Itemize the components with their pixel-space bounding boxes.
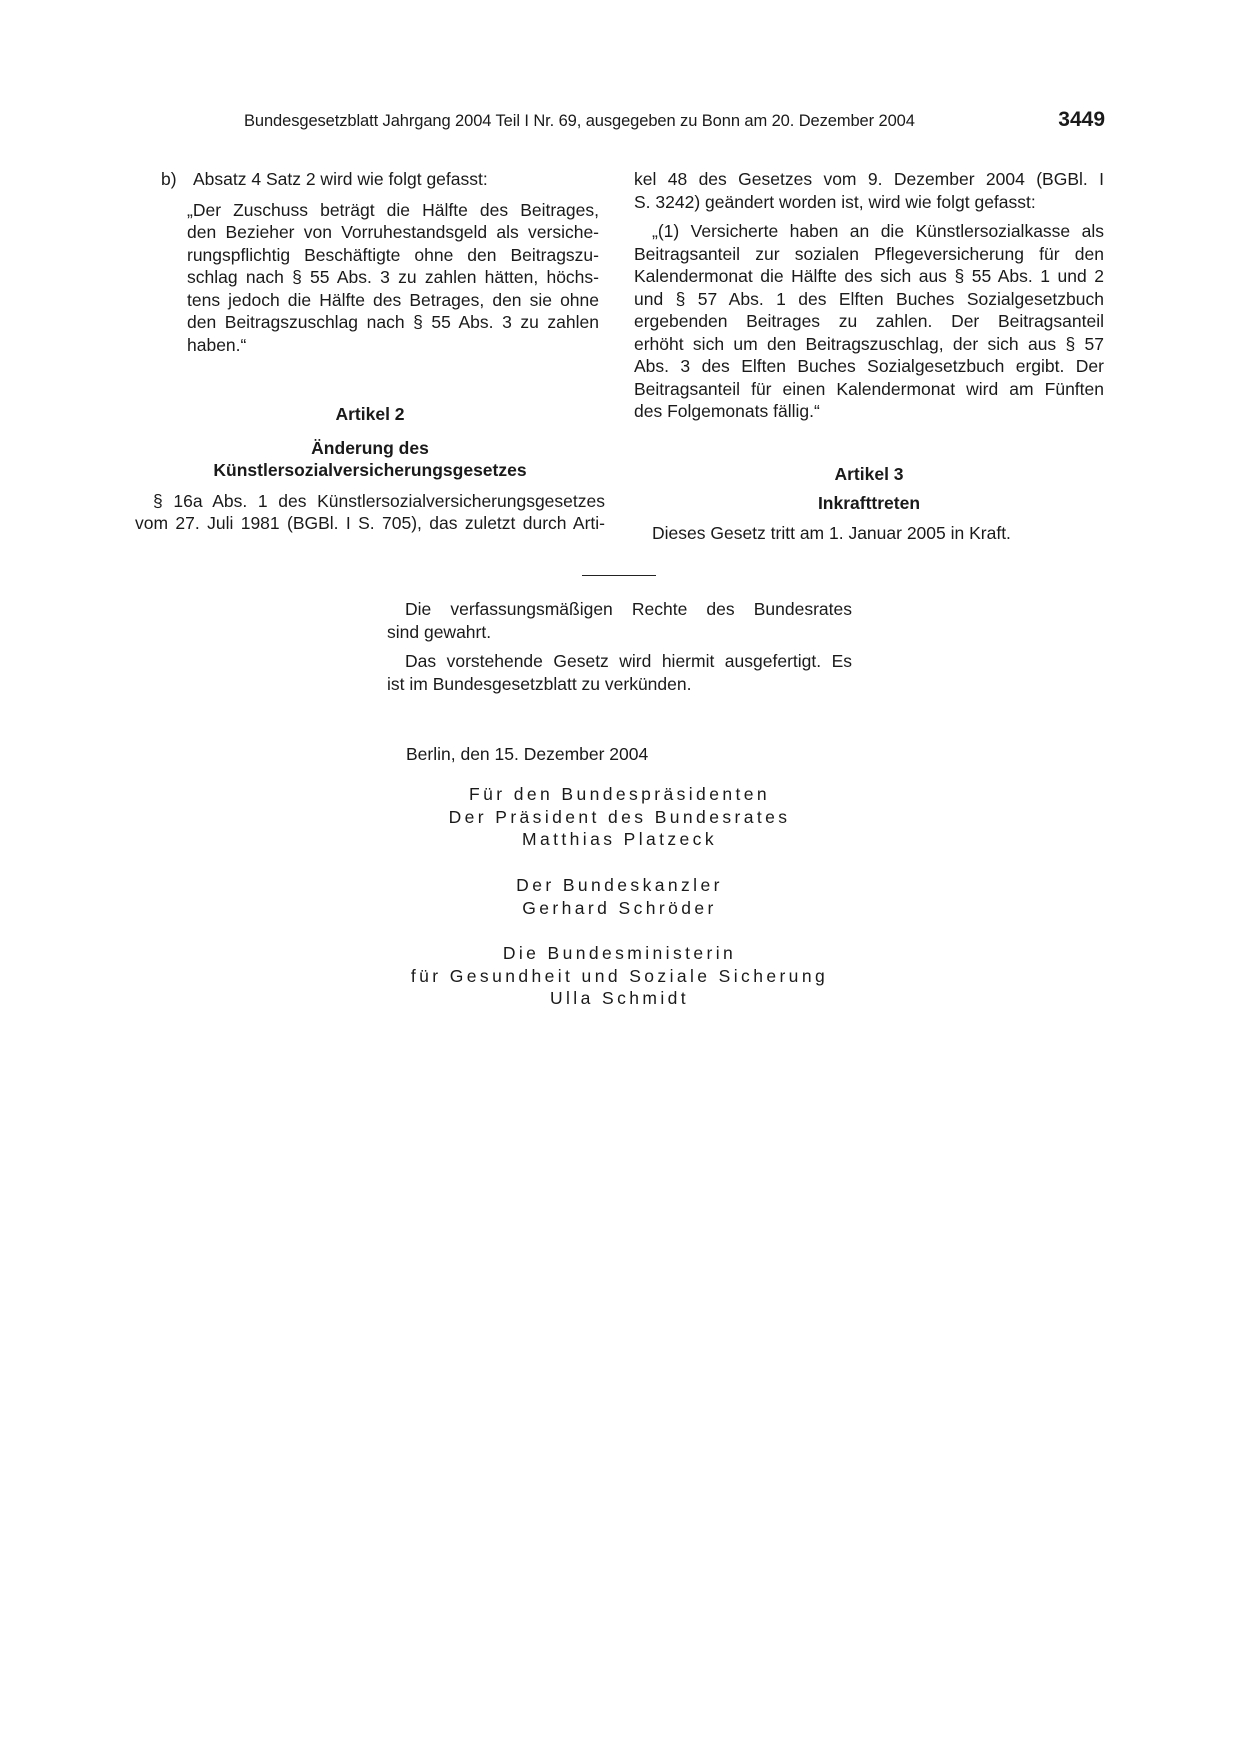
text-line: haben.“ xyxy=(187,334,247,355)
signature-line: Der Bundeskanzler xyxy=(516,875,723,895)
text-line: Die verfassungsmäßigen Rechte des Bundesrates xyxy=(405,599,852,619)
text-line: den Bezieher von Vorruhestandsgeld als versiche- xyxy=(187,222,599,242)
text-line: „(1) Versicherte haben an die Künstlersozialkasse als xyxy=(652,221,1104,241)
text-line: Beitragsanteil zur sozialen Pflegeversicherung für den xyxy=(634,243,1104,264)
text-line: Beitragsanteil für einen Kalendermonat wird am Fünften xyxy=(634,378,1104,399)
text-line: tens jedoch die Hälfte des Betrages, den sie ohne xyxy=(187,289,599,310)
signature-line: Für den Bundespräsidenten xyxy=(469,784,770,804)
signature-line: Gerhard Schröder xyxy=(522,897,717,918)
text-line: und § 57 Abs. 1 des Elften Buches Sozialgesetzbuch xyxy=(634,288,1104,309)
article-subtitle: Künstlersozialversicherungsgesetzes xyxy=(213,460,527,480)
text-line: Das vorstehende Gesetz wird hiermit ausgefertigt. Es xyxy=(405,651,852,671)
signature-block-chancellor xyxy=(387,874,852,919)
quoted-amendment xyxy=(187,199,599,357)
text-line: schlag nach § 55 Abs. 3 zu zahlen hätten, höchs- xyxy=(187,267,599,287)
text-line: Abs. 3 des Elften Buches Sozialgesetzbuch ergibt. Der xyxy=(634,356,1104,376)
list-item-b xyxy=(135,168,605,191)
signature-line: Die Bundesministerin xyxy=(502,943,737,963)
list-item-text: Absatz 4 Satz 2 wird wie folgt gefasst: xyxy=(193,169,488,189)
list-marker: b) xyxy=(161,169,177,189)
text-line: „Der Zuschuss beträgt die Hälfte des Beitrages, xyxy=(187,199,599,220)
text-line: ist im Bundesgesetzblatt zu verkünden. xyxy=(387,673,692,694)
text-line: ergebenden Beitrages zu zahlen. Der Beitragsanteil xyxy=(634,311,1104,331)
text-line: Kalendermonat die Hälfte des sich aus § 55 Abs. 1 und 2 xyxy=(634,266,1104,286)
section-divider xyxy=(582,575,656,576)
signature-line: Der Präsident des Bundesrates xyxy=(448,806,791,827)
text-line: § 16a Abs. 1 des Künstlersozialversicherungsgesetzes xyxy=(153,490,605,511)
article-subtitle: Inkrafttreten xyxy=(817,493,921,513)
running-header: Bundesgesetzblatt Jahrgang 2004 Teil I Nr. 69, ausgegeben zu Bonn am 20. Dezember 2004 xyxy=(244,112,915,130)
text-line: den Beitragszuschlag nach § 55 Abs. 3 zu zahlen xyxy=(187,312,599,332)
closing-formula xyxy=(387,598,852,695)
signature-line: Ulla Schmidt xyxy=(549,988,690,1008)
text-line: Dieses Gesetz tritt am 1. Januar 2005 in Kraft. xyxy=(652,522,1011,543)
artikel-3 xyxy=(634,463,1104,545)
place-date: Berlin, den 15. Dezember 2004 xyxy=(406,744,649,764)
signature-line: Matthias Platzeck xyxy=(522,829,717,849)
quoted-amendment xyxy=(634,220,1104,423)
signature-block-minister xyxy=(387,942,852,1010)
article-subtitle: Änderung des xyxy=(311,437,429,458)
signature-block-president xyxy=(387,783,852,851)
artikel-2 xyxy=(135,403,605,535)
text-line: rungspflichtig Beschäftigte ohne den Beitragszu- xyxy=(187,244,599,265)
page-number: 3449 xyxy=(1058,108,1105,131)
text-line: S. 3242) geändert worden ist, wird wie folgt gefasst: xyxy=(634,191,1036,212)
text-line: kel 48 des Gesetzes vom 9. Dezember 2004 (BGBl. I xyxy=(634,169,1104,189)
article-title: Artikel 2 xyxy=(335,404,405,424)
article-title: Artikel 3 xyxy=(834,463,904,484)
text-line: erhöht sich um den Beitragszuschlag, der sich aus § 57 xyxy=(634,333,1104,354)
right-column xyxy=(634,168,1104,544)
text-line: vom 27. Juli 1981 (BGBl. I S. 705), das zuletzt durch Arti- xyxy=(135,513,605,533)
left-column xyxy=(135,168,605,535)
text-line: sind gewahrt. xyxy=(387,621,492,642)
text-line: des Folgemonats fällig.“ xyxy=(634,401,820,421)
signature-line: für Gesundheit und Soziale Sicherung xyxy=(410,965,829,986)
